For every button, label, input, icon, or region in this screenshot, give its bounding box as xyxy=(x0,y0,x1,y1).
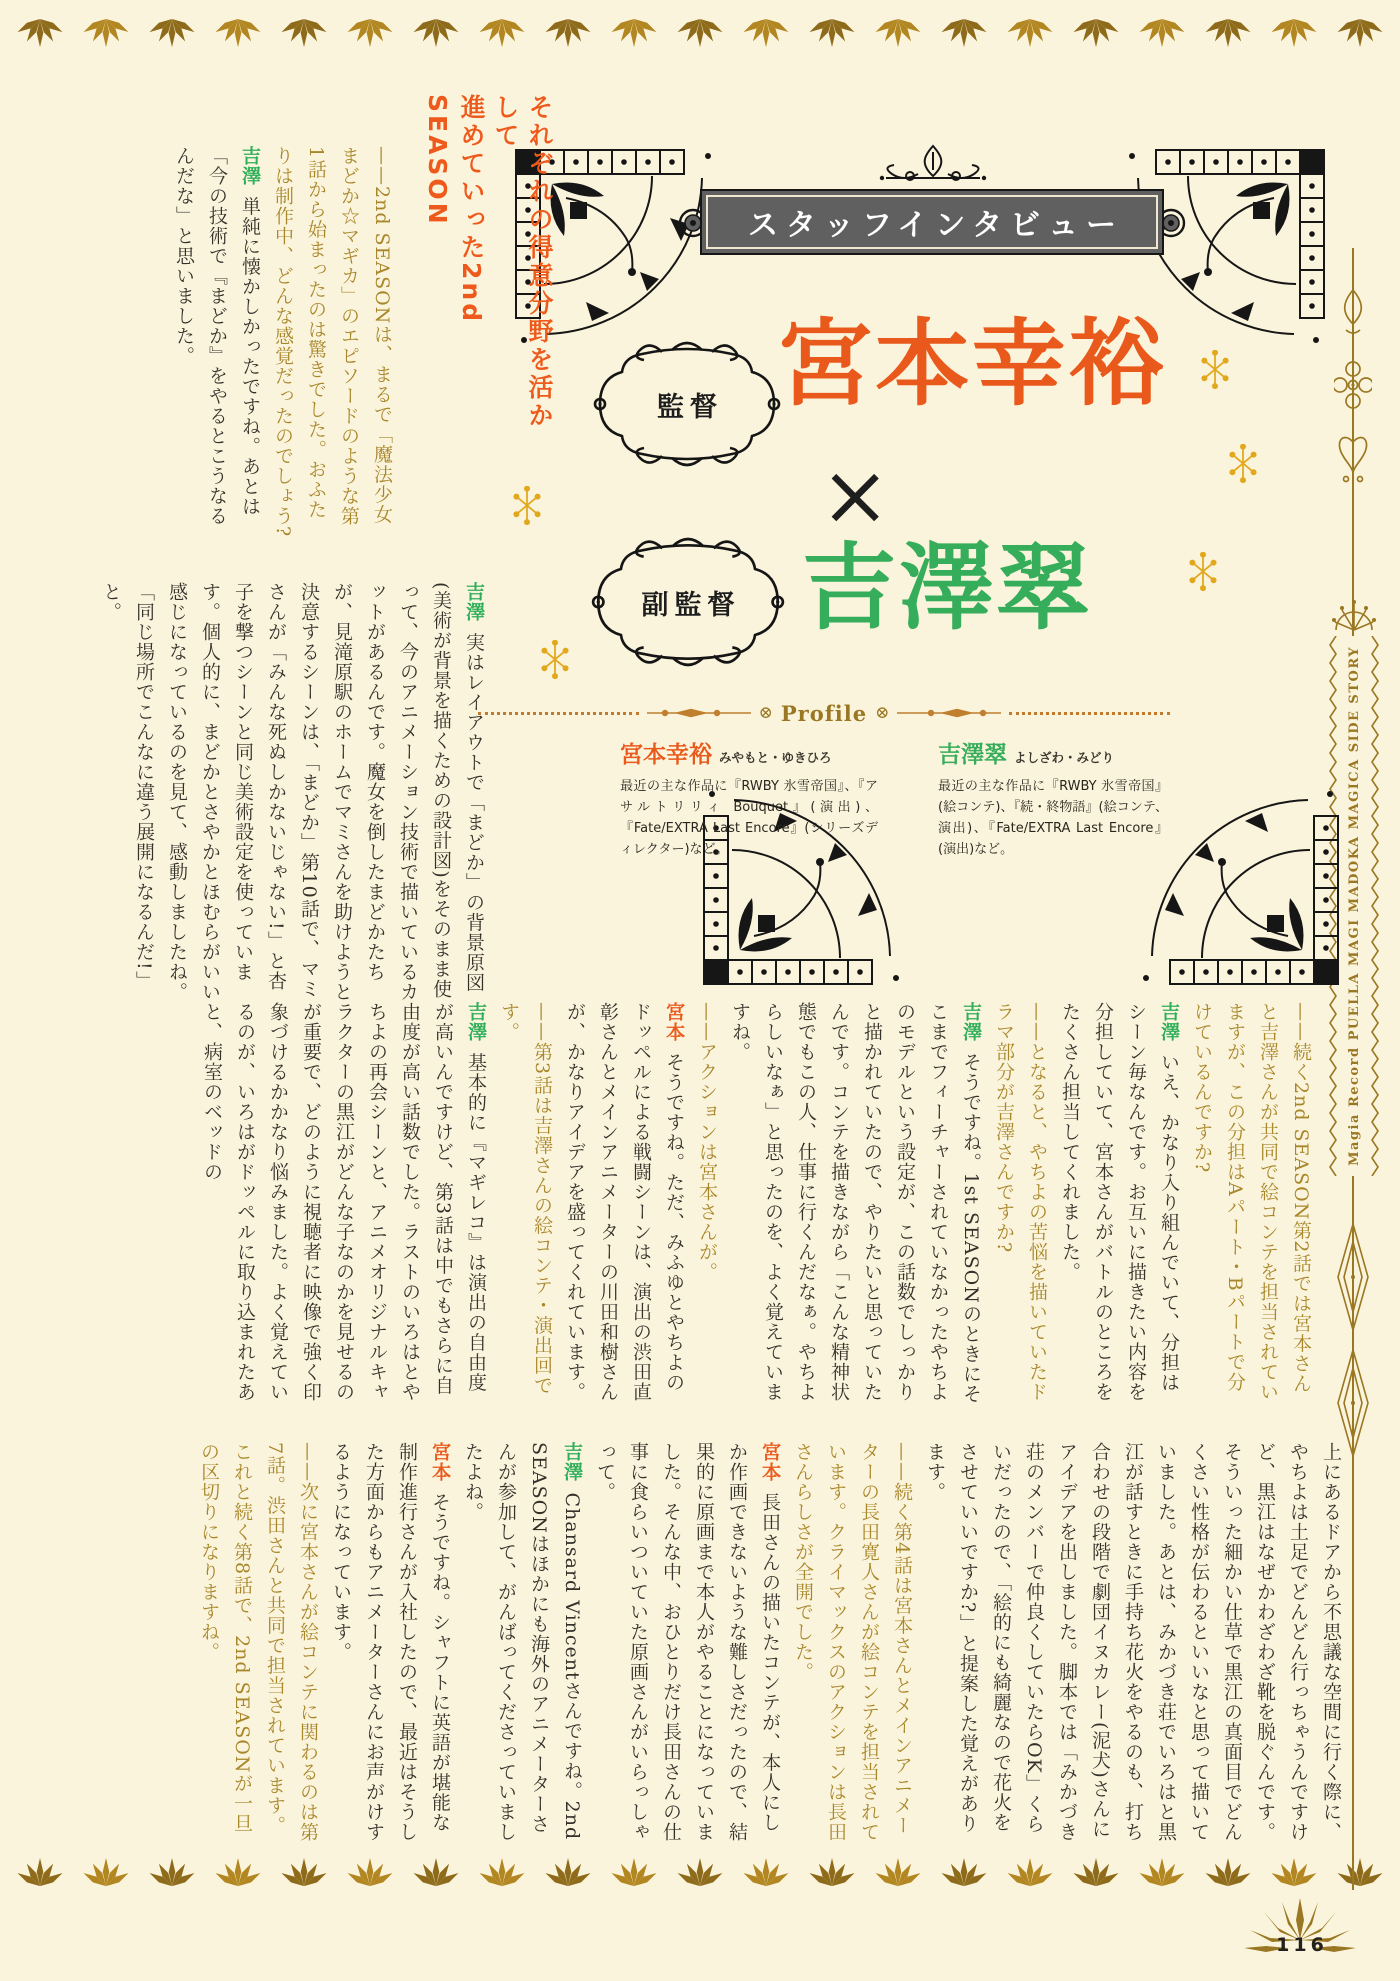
profile-kana: みやもと・ゆきひろ xyxy=(719,750,832,765)
palm-leaf-ornament-icon xyxy=(406,15,466,51)
speaker-label: 宮本 xyxy=(759,1442,781,1482)
edge-diamond-ornament xyxy=(1336,1222,1370,1332)
palm-leaf-ornament-icon xyxy=(1198,15,1258,51)
sparkle-ornament xyxy=(1200,350,1230,392)
interview-band-4 xyxy=(95,1442,1347,1842)
knot-icon: ⊗ xyxy=(875,703,890,723)
interview-answer: 吉澤 単純に懐かしかったですね。あとは「今の技術で『まどか』をやるとこうなるんだな」と思いました。 xyxy=(173,146,261,526)
director-name: 宮本幸裕 xyxy=(778,309,1167,419)
dotted-rule xyxy=(478,712,639,715)
assistant-director-name: 吉澤翠 xyxy=(802,533,1094,643)
speaker-label: 吉澤 xyxy=(960,1002,982,1042)
banner-crest-icon xyxy=(858,140,1008,188)
palm-leaf-ornament-icon xyxy=(736,15,796,51)
palm-leaf-ornament-icon xyxy=(208,1854,268,1890)
bud-ornament-icon xyxy=(1334,286,1372,344)
palm-leaf-ornament-icon xyxy=(1330,1854,1390,1890)
title-banner-inner xyxy=(706,195,1158,249)
palm-leaf-ornament-icon xyxy=(274,15,334,51)
heart-ornament-icon xyxy=(1334,430,1372,488)
palm-leaf-ornament-icon xyxy=(1132,15,1192,51)
headline-line-1: それぞれの得意分野を活かして xyxy=(491,94,554,430)
interview-answer: 吉澤 いえ、かなり入り組んでいて、分担はシーン毎なんです。お互いに描きたい内容を分担していて、宮本さんがバトルのところをたくさん担当してくれました。 xyxy=(1059,1002,1180,1402)
palm-leaf-ornament-icon xyxy=(340,15,400,51)
speaker-label: 吉澤 xyxy=(465,1002,487,1042)
title-banner xyxy=(700,189,1164,255)
palm-leaf-ornament-icon xyxy=(76,1854,136,1890)
palm-leaf-ornament-icon xyxy=(472,1854,532,1890)
speaker-label: 吉澤 xyxy=(561,1442,583,1482)
speaker-label: 吉澤 xyxy=(463,582,485,622)
interview-answer: 宮本 長田さんの描いたコンテが、本人にしか作画できないような難しさだったので、結果的に原画まで本人がやることになっていました。そんな中、おひとりだけ長田さんの仕事に食らいついていた原画さんがいらっしゃって。 xyxy=(594,1442,781,1842)
profile-bio: 最近の主な作品に『RWBY 氷雪帝国』(絵コンテ)、『続・終物語』(絵コンテ、演出)、『Fate/EXTRA Last Encore』(演出)など。 xyxy=(938,779,1168,858)
profile-name: 宮本幸裕 xyxy=(620,742,712,768)
palm-leaf-ornament-icon xyxy=(802,15,862,51)
palm-leaf-ornament-icon xyxy=(340,1854,400,1890)
arrow-dash-ornament-icon xyxy=(897,706,1001,720)
palm-leaf-ornament-icon xyxy=(604,1854,664,1890)
side-banner-crest-icon xyxy=(1330,594,1378,634)
diamond-chain-ornament-icon xyxy=(1336,1222,1370,1332)
zigzag-edge-icon xyxy=(1369,636,1381,1176)
interview-answer: 宮本 そうですね。シャフトに英語が堪能な制作進行さんが入社したので、最近はそうした方面からもアニメーターさんにお声がけするようになっています。 xyxy=(330,1442,451,1842)
profile-bio: 最近の主な作品に『RWBY 氷雪帝国』、『アサルトリリィ Bouquet』(演出)、『Fate/EXTRA Last Encore』(シリーズディレクター)など。 xyxy=(620,779,878,858)
palm-leaf-ornament-icon xyxy=(868,15,928,51)
speaker-label: 吉澤 xyxy=(1158,1002,1180,1042)
interview-question: ——アクションは宮本さんが。 xyxy=(696,1002,718,1282)
palm-leaf-ornament-icon xyxy=(1066,15,1126,51)
sparkle-ornament xyxy=(1188,552,1218,594)
interview-question: ——次に宮本さんが絵コンテに関わるのは第7話。渋田さんと共同で担当されています。これと続く第8話で、2nd SEASONが一旦の区切りになりますね。 xyxy=(198,1442,319,1842)
palm-leaf-ornament-icon xyxy=(142,1854,202,1890)
director-role-frame xyxy=(592,340,782,468)
palm-leaf-ornament-icon xyxy=(142,15,202,51)
director-role-label: 監督 xyxy=(657,391,723,423)
palm-leaf-ornament-icon xyxy=(10,1854,70,1890)
series-side-caption: Magia Record PUELLA MAGI MADOKA MAGICA SIDE STORY xyxy=(1346,646,1362,1166)
checkered-corner-ornament-icon xyxy=(1142,790,1342,990)
palm-leaf-ornament-icon xyxy=(1264,15,1324,51)
speaker-label: 吉澤 xyxy=(239,146,261,186)
interview-answer: 吉澤 基本的に『マギレコ』は演出の自由度が高いんですけど、第3話は中でもさらに自由度が高い話数でした。ラストのいろはとやちよの再会シーンと、アニメオリジナルキャラクターの黒江がどんな子なのかを見せるのが重要で、どのように視聴者に映像で強く印象づけるかかなり悩みました。よく覚えているのが、いろはがドッペルに取り込まれたあと、病室のベッドの xyxy=(201,1002,487,1402)
palm-leaf-ornament-icon xyxy=(934,1854,994,1890)
interview-question: ——となると、やちよの苦悩を描いていたドラマ部分が吉澤さんですか? xyxy=(993,1002,1048,1402)
palm-leaf-ornament-icon xyxy=(538,1854,598,1890)
interview-answer: 上にあるドアから不思議な空間に行く際に、やちよは土足でどんどん行っちゃうんですけど、黒江はなぜかわざわざ靴を脱ぐんです。そういった細かい仕草で黒江の真面目でどんくさい性格が伝わるといいなと思って描いていました。あとは、みかづき荘でいろはと黒江が話すときに手持ち花火をやるのも、打ち合わせの段階で劇団イヌカレー(泥犬)さんにアイデアを出しました。脚本では「みかづき荘のメンバーで仲良くしていたらOK」くらいだったので、「絵的にも綺麗なので花火をさせていいですか?」と提案した覚えがあります。 xyxy=(924,1442,1342,1842)
assistant-director-role-frame xyxy=(588,536,788,668)
sparkle-icon xyxy=(1200,350,1230,389)
speaker-label: 宮本 xyxy=(663,1002,685,1042)
profile-kana: よしざわ・みどり xyxy=(1014,750,1115,765)
profile-divider xyxy=(478,700,1170,726)
palm-leaf-ornament-icon xyxy=(604,15,664,51)
palm-leaf-ornament-icon xyxy=(274,1854,334,1890)
page-number: 116 xyxy=(1276,1934,1328,1956)
profile-heading: Profile xyxy=(780,700,868,726)
palm-leaf-ornament-icon xyxy=(1330,15,1390,51)
palm-leaf-ornament-icon xyxy=(406,1854,466,1890)
headline-line-2: 進めていった2nd SEASON xyxy=(423,94,486,325)
palm-leaf-ornament-icon xyxy=(472,15,532,51)
sparkle-ornament xyxy=(1228,444,1258,486)
palm-leaf-ornament-icon xyxy=(76,15,136,51)
corner-ornament-bottom-right xyxy=(1142,790,1342,990)
palm-leaf-ornament-icon xyxy=(1264,1854,1324,1890)
palm-leaf-ornament-icon xyxy=(1000,15,1060,51)
page-title: スタッフインタビュー xyxy=(747,208,1125,243)
interview-answer: 宮本 そうですね。ただ、みふゆとやちよのドッペルによる戦闘シーンは、演出の渋田直彰さんとメインアニメーターの川田和樹さんが、かなりアイデアを盛ってくれています。 xyxy=(564,1002,685,1402)
interview-answer: 吉澤 実はレイアウトで「まどか」の背景原図(美術が背景を描くための設計図)をそのまま使って、今のアニメーション技術で描いているカットがあるんです。魔女を倒したまどかたちが、見滝原駅のホームでマミさんを助けようと決意するシーンは、「まどか」第10話で、マミさんが「みんな死ぬしかないじゃない!」と杏子を撃つシーンと同じ美術設定を使っています。個人的に、まどかとさやかとほむらがいい感じになっているのを見て、感動しましたね。「同じ場所でこんなに違う展開になるんだ!」と。 xyxy=(100,582,485,1002)
section-headline xyxy=(420,94,556,450)
palm-leaf-ornament-icon xyxy=(1066,1854,1126,1890)
top-leaf-border xyxy=(0,4,1400,62)
interview-question: ——続く第4話は宮本さんとメインアニメーターの長田寛人さんが絵コンテを担当されています。クライマックスのアクションは長田さんらしさが全開でした。 xyxy=(792,1442,913,1842)
interview-question: ——第3話は吉澤さんの絵コンテ・演出回です。 xyxy=(498,1002,553,1396)
interview-band-3 xyxy=(95,1002,1317,1408)
interview-answer: 吉澤 Chansard Vincentさんですね。2nd SEASONはほかにも海外のアニメーターさんが参加して、がんばってくださっていましたよね。 xyxy=(462,1442,583,1842)
knot-icon: ⊗ xyxy=(758,703,773,723)
sparkle-icon xyxy=(512,486,542,525)
speaker-label: 宮本 xyxy=(429,1442,451,1482)
palm-leaf-ornament-icon xyxy=(670,15,730,51)
profile-name: 吉澤翠 xyxy=(938,742,1007,768)
flower-ornament-icon xyxy=(1334,356,1372,414)
interview-band-1 xyxy=(148,146,398,538)
interview-band-2 xyxy=(86,582,490,1002)
interview-answer: 吉澤 そうですね。1st SEASONのときにそこまでフィーチャーされていなかったやちよのモデルという設定が、この話数でしっかりと描かれていたので、やりたいと思っていたんです。コンテを描きながら「こんな精神状態でもこの人、仕事に行くんだなぁ。やちよらしいなぁ」と思ったのを、よく覚えていますね。 xyxy=(729,1002,982,1404)
palm-leaf-ornament-icon xyxy=(538,15,598,51)
profile-card-yoshizawa xyxy=(938,736,1168,860)
palm-leaf-ornament-icon xyxy=(802,1854,862,1890)
palm-leaf-ornament-icon xyxy=(736,1854,796,1890)
profile-card-miyamoto xyxy=(620,736,878,860)
sparkle-icon xyxy=(1228,444,1258,483)
palm-leaf-ornament-icon xyxy=(1000,1854,1060,1890)
palm-leaf-ornament-icon xyxy=(10,15,70,51)
arrow-dash-ornament-icon xyxy=(647,706,751,720)
x-separator: × xyxy=(820,446,891,544)
sparkle-ornament xyxy=(512,486,542,528)
page-number-block xyxy=(1238,1890,1362,1966)
sparkle-icon xyxy=(1188,552,1218,591)
dotted-rule xyxy=(1009,712,1170,715)
palm-leaf-ornament-icon xyxy=(1198,1854,1258,1890)
palm-leaf-ornament-icon xyxy=(1132,1854,1192,1890)
palm-leaf-ornament-icon xyxy=(670,1854,730,1890)
sparkle-ornament xyxy=(540,640,570,682)
sparkle-icon xyxy=(540,640,570,679)
assistant-director-role-label: 副監督 xyxy=(641,589,741,621)
interview-question: ——続く2nd SEASON第2話では宮本さんと吉澤さんが共同で絵コンテを担当されていますが、この分担はAパート・Bパートで分けているんですか? xyxy=(1191,1002,1312,1402)
palm-leaf-ornament-icon xyxy=(868,1854,928,1890)
palm-leaf-ornament-icon xyxy=(934,15,994,51)
bottom-leaf-border xyxy=(0,1843,1400,1901)
palm-leaf-ornament-icon xyxy=(208,15,268,51)
interview-question: ——2nd SEASONは、まるで「魔法少女まどか☆マギカ」のエピソードのような第1話から始まったのは驚きでした。おふたりは制作中、どんな感覚だったのでしょう? xyxy=(272,146,393,538)
